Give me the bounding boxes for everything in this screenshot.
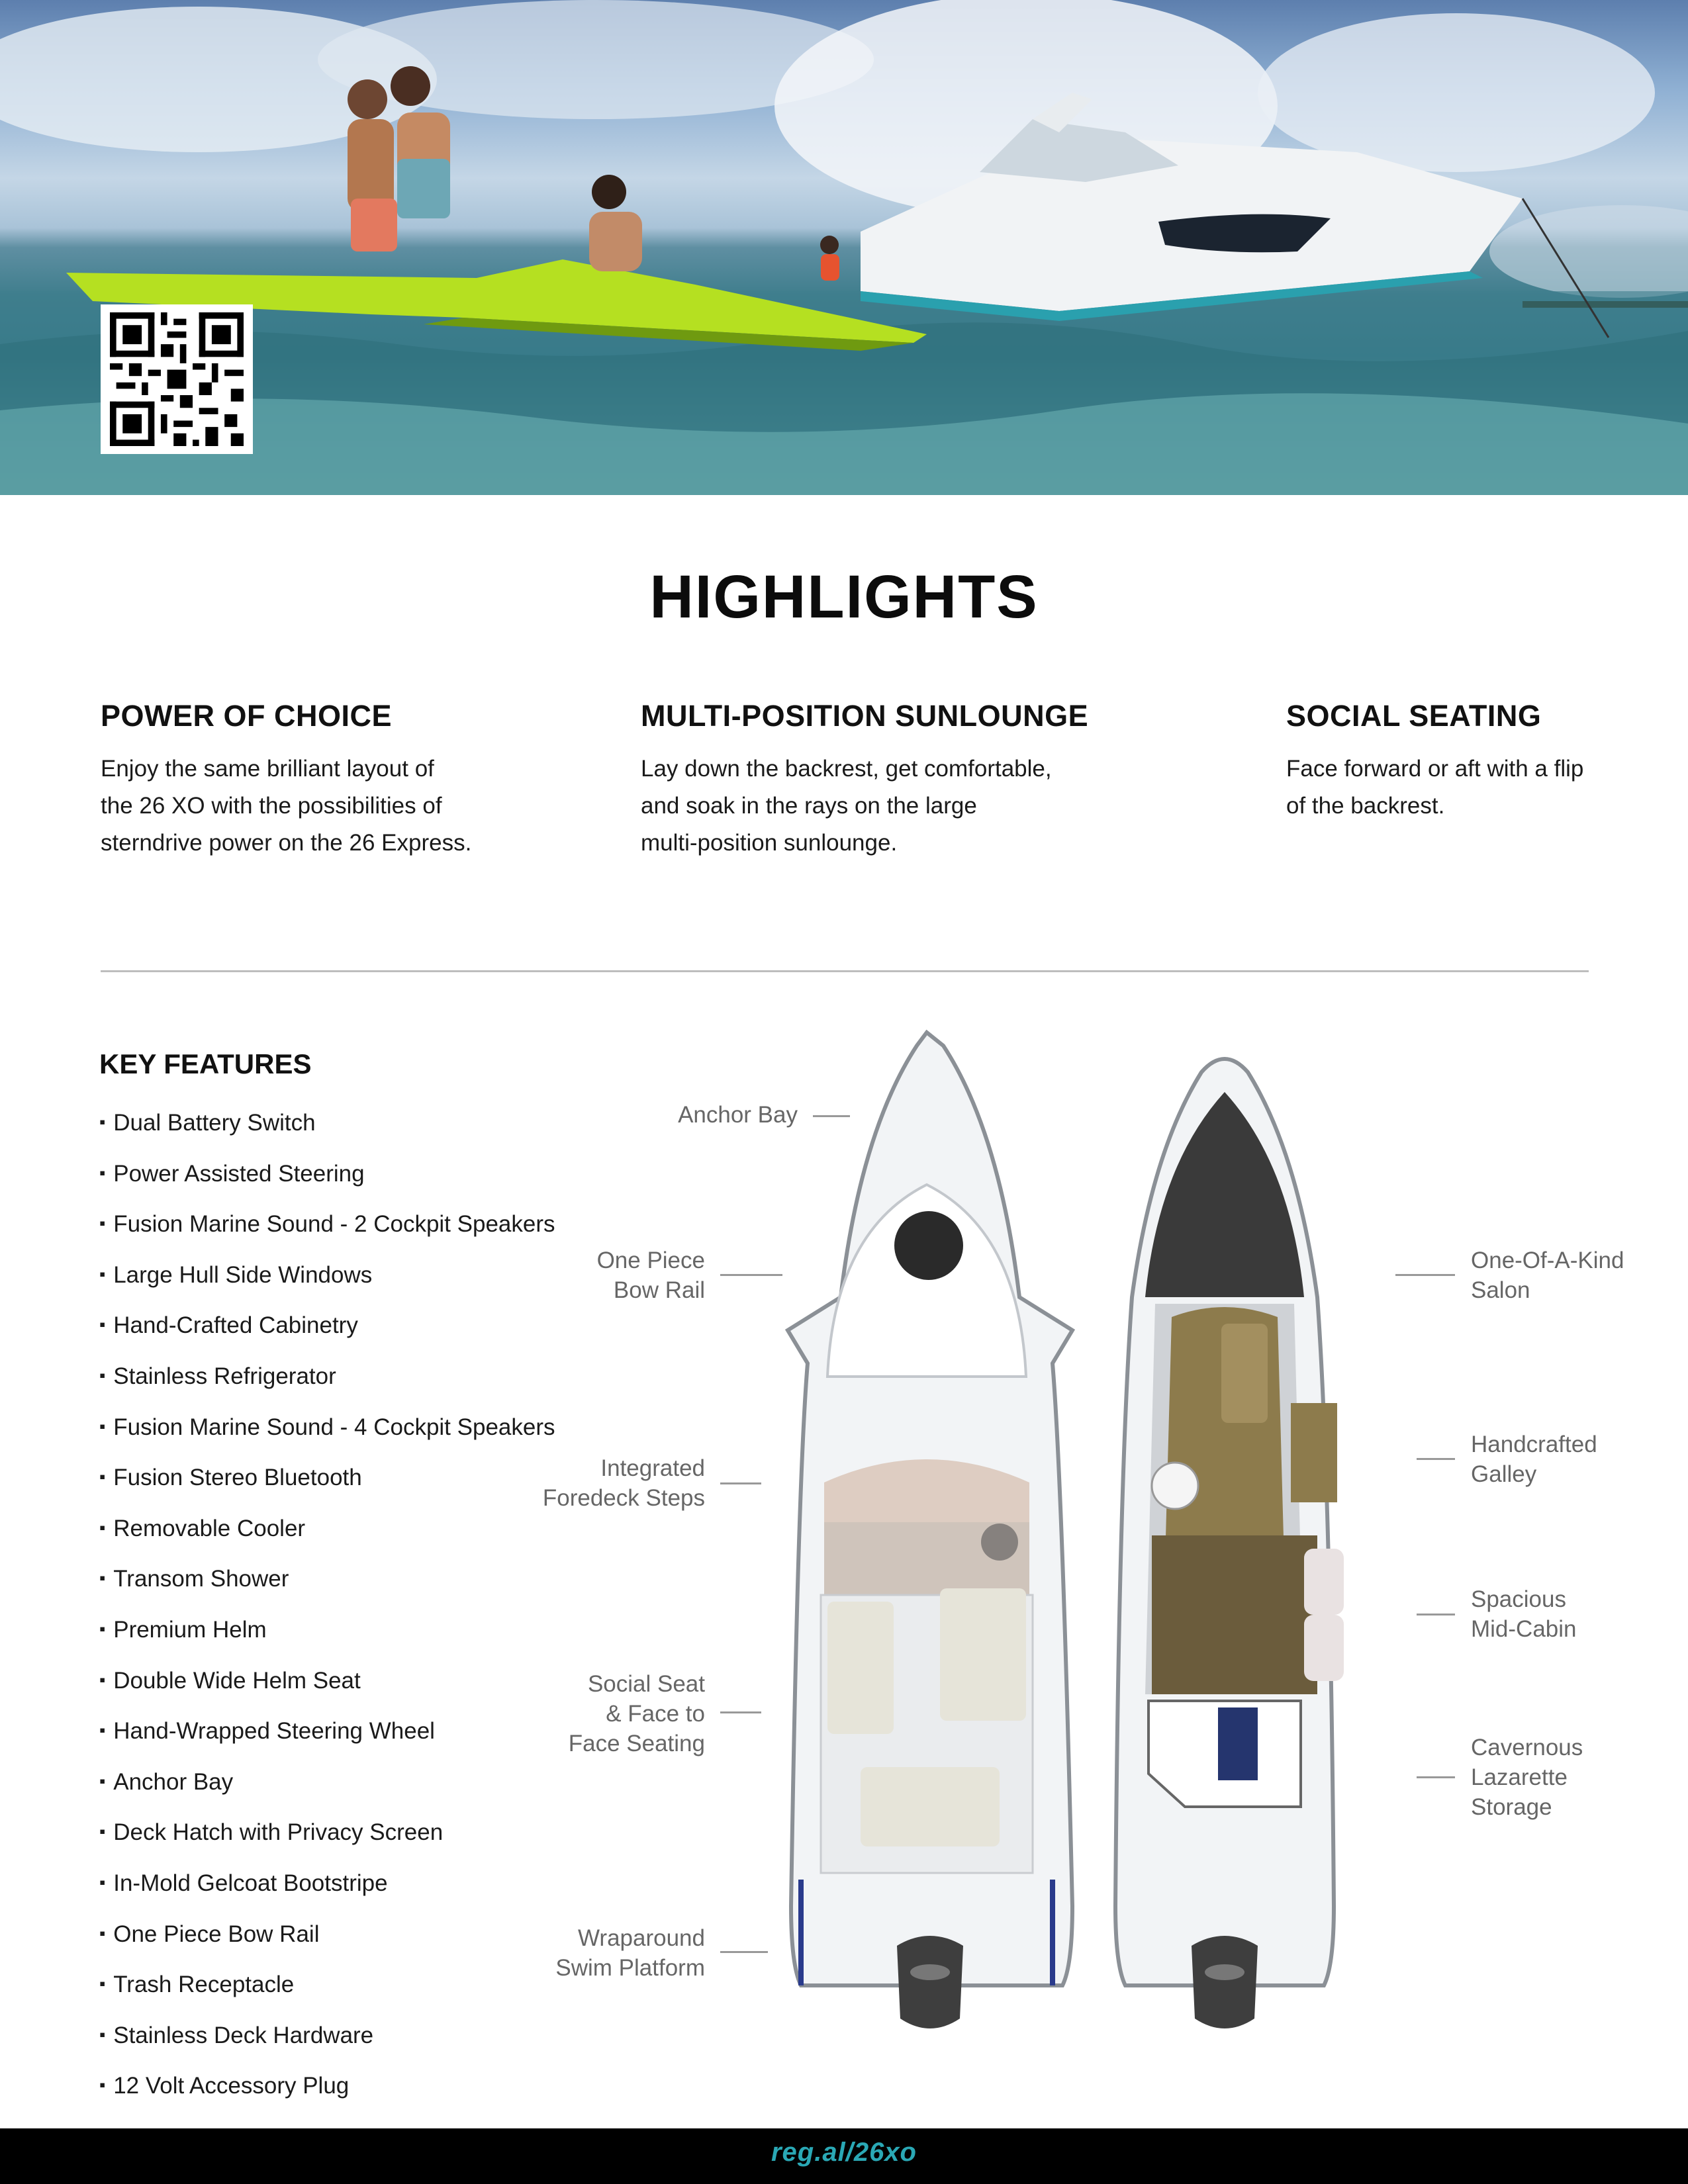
callout-leader xyxy=(720,1711,761,1713)
list-item: ▪ Deck Hatch with Privacy Screen xyxy=(99,1808,555,1859)
list-item: ▪ Dual Battery Switch xyxy=(99,1099,555,1150)
highlight-body: Lay down the backrest, get comfortable, and soak in the rays on the large multi-position sunlounge. xyxy=(641,756,1052,856)
callout-leader xyxy=(1417,1614,1455,1615)
list-item: ▪ One Piece Bow Rail xyxy=(99,1910,555,1961)
callout-foredeck-steps: Integrated Foredeck Steps xyxy=(542,1455,705,1511)
list-item: ▪ Trash Receptacle xyxy=(99,1960,555,2011)
highlight-heading: POWER OF CHOICE xyxy=(101,699,393,733)
callout-mid-cabin: Spacious Mid-Cabin xyxy=(1471,1586,1577,1642)
callout-social-seat: Social Seat & Face to Face Seating xyxy=(568,1671,705,1756)
callout-salon: One-Of-A-Kind Salon xyxy=(1471,1248,1624,1303)
highlight-body: Enjoy the same brilliant layout of the 26 XO with the possibilities of sterndrive power on the 26 Express. xyxy=(101,756,472,856)
highlight-heading: SOCIAL SEATING xyxy=(1286,699,1542,733)
section-divider xyxy=(101,970,1589,972)
list-item: ▪ Stainless Refrigerator xyxy=(99,1352,555,1403)
list-item: ▪ Premium Helm xyxy=(99,1606,555,1657)
key-features-list xyxy=(99,1099,555,2113)
list-item: ▪ In-Mold Gelcoat Bootstripe xyxy=(99,1859,555,1910)
list-item: ▪ Stainless Deck Hardware xyxy=(99,2011,555,2062)
deck-view-boat xyxy=(788,1032,1072,2028)
list-item: ▪ Large Hull Side Windows xyxy=(99,1251,555,1302)
list-item: ▪ Removable Cooler xyxy=(99,1504,555,1555)
highlights-title: HIGHLIGHTS xyxy=(649,563,1039,631)
callout-leader xyxy=(1395,1274,1455,1276)
footer-url-link[interactable]: reg.al/26xo xyxy=(771,2138,917,2167)
callout-leader xyxy=(1417,1776,1455,1778)
list-item: ▪ Fusion Marine Sound - 2 Cockpit Speakers xyxy=(99,1200,555,1251)
callout-swim-platform: Wraparound Swim Platform xyxy=(555,1925,705,1981)
list-item: ▪ Anchor Bay xyxy=(99,1758,555,1809)
list-item: ▪ Fusion Stereo Bluetooth xyxy=(99,1453,555,1504)
hero-photo xyxy=(0,0,1688,495)
callout-lazarette: Cavernous Lazarette Storage xyxy=(1471,1735,1583,1820)
list-item: ▪ Transom Shower xyxy=(99,1555,555,1606)
callout-leader xyxy=(720,1951,768,1953)
highlight-sunlounge xyxy=(641,699,1144,862)
callout-leader xyxy=(720,1482,761,1484)
callout-leader xyxy=(1417,1458,1455,1460)
cabin-view-boat xyxy=(1115,1059,1344,2028)
list-item: ▪ 12 Volt Accessory Plug xyxy=(99,2062,555,2113)
list-item: ▪ Power Assisted Steering xyxy=(99,1150,555,1201)
highlight-social-seating xyxy=(1286,699,1657,825)
key-features-title: KEY FEATURES xyxy=(99,1048,312,1079)
qr-code-icon[interactable] xyxy=(101,304,253,454)
boat-layout-diagram xyxy=(761,1019,1423,2052)
callout-leader xyxy=(720,1274,782,1276)
callout-anchor-bay: Anchor Bay xyxy=(678,1102,798,1128)
list-item: ▪ Double Wide Helm Seat xyxy=(99,1657,555,1707)
callout-galley: Handcrafted Galley xyxy=(1471,1432,1597,1487)
highlight-power-of-choice xyxy=(101,699,564,862)
list-item: ▪ Hand-Crafted Cabinetry xyxy=(99,1301,555,1352)
list-item: ▪ Hand-Wrapped Steering Wheel xyxy=(99,1707,555,1758)
callout-bow-rail: One Piece Bow Rail xyxy=(596,1248,705,1303)
highlight-body: Face forward or aft with a flip of the backrest. xyxy=(1286,756,1584,819)
highlight-heading: MULTI-POSITION SUNLOUNGE xyxy=(641,699,1089,733)
hero-illustration xyxy=(0,0,1688,495)
callout-leader xyxy=(813,1115,850,1117)
list-item: ▪ Fusion Marine Sound - 4 Cockpit Speakers xyxy=(99,1403,555,1454)
